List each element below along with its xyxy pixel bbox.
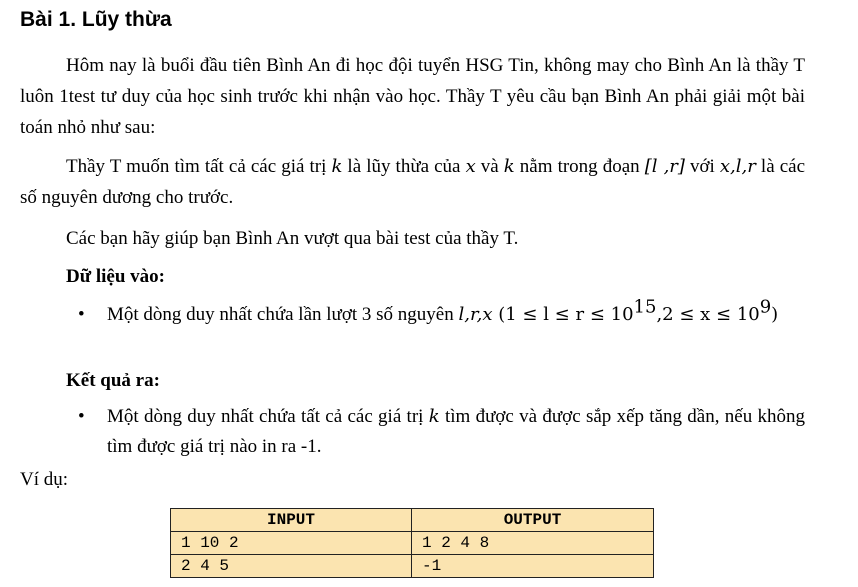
table-row xyxy=(171,532,654,555)
constraint: (1 ≤ l ≤ r ≤ 10 xyxy=(492,304,634,325)
bullet-dot-icon: • xyxy=(78,406,85,427)
statement-text: là lũy thừa của xyxy=(342,156,466,177)
cell-input: 2 4 5 xyxy=(171,555,412,578)
bullet-dot-icon: • xyxy=(78,304,85,325)
statement-text: với xyxy=(684,156,720,177)
statement-text: nằm trong đoạn xyxy=(514,156,645,177)
input-bullet xyxy=(78,296,805,330)
bullet-text: Một dòng duy nhất chứa tất cả các giá trị xyxy=(107,406,429,427)
var-k: k xyxy=(331,156,343,177)
problem-statement xyxy=(20,151,805,213)
table-header-row xyxy=(171,509,654,532)
cell-input: 1 10 2 xyxy=(171,532,412,555)
input-heading: Dữ liệu vào: xyxy=(66,266,166,287)
example-table xyxy=(170,508,654,578)
exponent: 9 xyxy=(759,296,772,318)
cell-output: -1 xyxy=(412,555,654,578)
vars-lrx: l,r,x xyxy=(458,304,493,325)
constraint: ) xyxy=(771,304,779,325)
statement-text: và xyxy=(475,156,504,177)
output-bullet-text xyxy=(80,402,805,462)
header-input: INPUT xyxy=(171,509,412,532)
example-label: Ví dụ: xyxy=(20,469,69,490)
cell-output: 1 2 4 8 xyxy=(412,532,654,555)
header-output: OUTPUT xyxy=(412,509,654,532)
table-row xyxy=(171,555,654,578)
statement-text: Thầy T muốn tìm tất cả các giá trị xyxy=(66,156,332,177)
segment-lr: [l ,r] xyxy=(644,156,685,177)
output-bullet xyxy=(80,402,805,462)
var-k: k xyxy=(428,406,440,427)
exponent: 15 xyxy=(633,296,657,318)
var-x: x xyxy=(465,156,476,177)
var-k: k xyxy=(503,156,515,177)
problem-title: Bài 1. Lũy thừa xyxy=(20,8,172,31)
constraint: ,2 ≤ x ≤ 10 xyxy=(656,304,760,325)
statement-text: là các số nguyên dương cho trước. xyxy=(20,156,806,208)
bullet-text: tìm được và được sắp xếp tăng dần, nếu không tìm được giá trị nào in ra -1. xyxy=(107,406,805,457)
bullet-text: Một dòng duy nhất chứa lần lượt 3 số nguyên xyxy=(107,304,459,325)
output-heading: Kết quả ra: xyxy=(66,370,160,391)
input-bullet-text xyxy=(80,296,805,330)
vars-xlr: x,l,r xyxy=(719,156,756,177)
help-paragraph: Các bạn hãy giúp bạn Bình An vượt qua bài test của thầy T. xyxy=(66,228,519,249)
intro-paragraph: Hôm nay là buổi đầu tiên Bình An đi học đội tuyển HSG Tin, không may cho Bình An là thầy T luôn 1test tư duy của học sinh trước khi nhận vào học. Thầy T yêu cầu bạn Bình An phải giải một bài toán nhỏ như sau: xyxy=(20,55,805,138)
